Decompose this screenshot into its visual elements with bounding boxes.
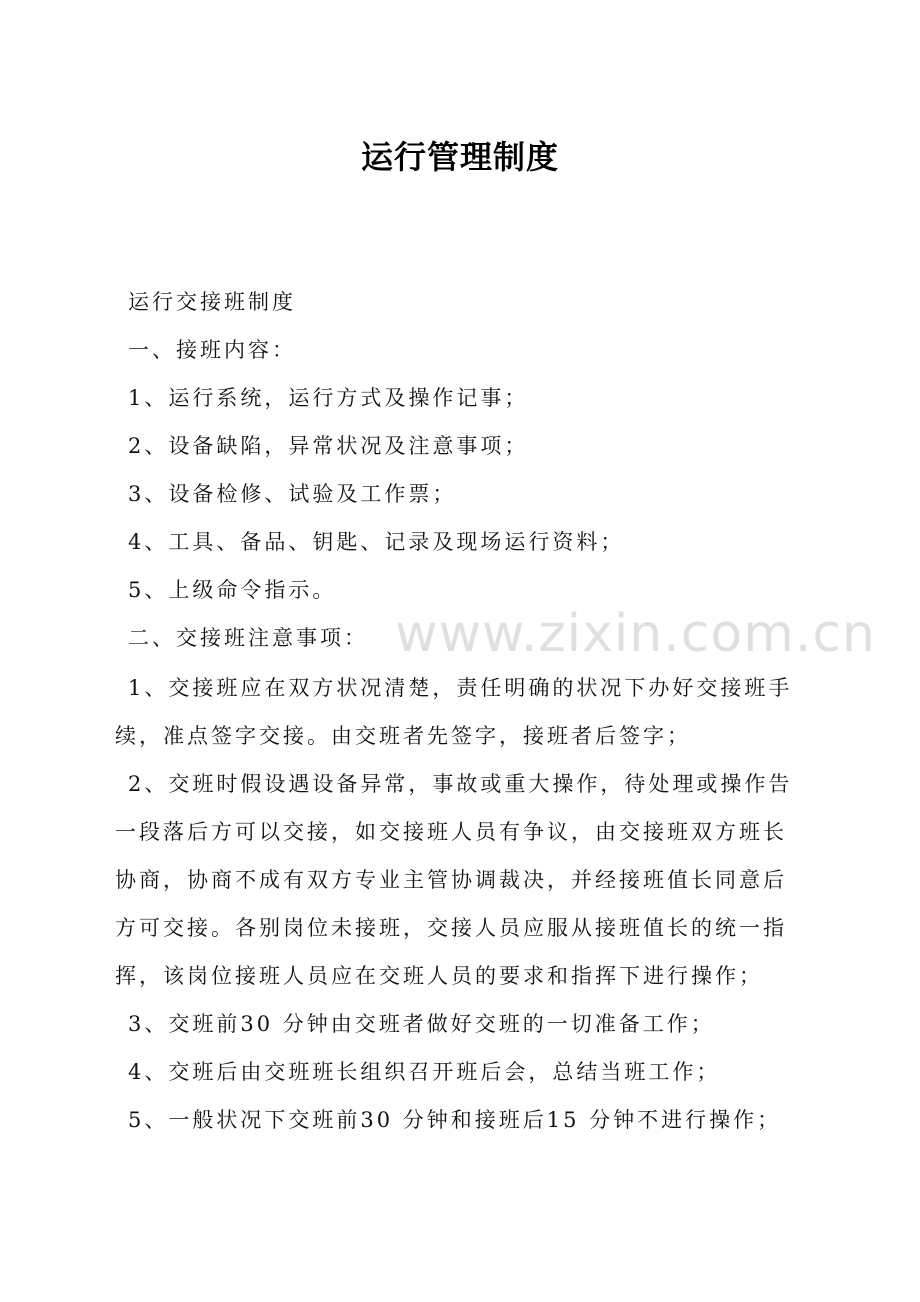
part2-heading: 二、交接班注意事项： <box>128 626 368 650</box>
part2-line-5: 协商，协商不成有双方专业主管协调裁决，并经接班值长同意后 <box>115 868 787 892</box>
part2-line-1: 1、交接班应在双方状况清楚，责任明确的状况下办好交接班手 <box>128 676 793 700</box>
part1-item-3: 3、设备检修、试验及工作票； <box>128 482 457 506</box>
part2-line-2: 续，准点签字交接。由交班者先签字，接班者后签字； <box>115 724 691 748</box>
part2-line-8: 3、交班前30 分钟由交班者做好交班的一切准备工作； <box>128 1012 715 1036</box>
part2-line-7: 挥，该岗位接班人员应在交班人员的要求和指挥下进行操作； <box>115 964 763 988</box>
part2-line-9: 4、交班后由交班班长组织召开班后会，总结当班工作； <box>128 1060 721 1084</box>
part1-item-2: 2、设备缺陷，异常状况及注意事项； <box>128 434 529 458</box>
watermark: www.zixin.com.cn <box>395 604 876 664</box>
part1-item-5: 5、上级命令指示。 <box>128 578 337 602</box>
part2-line-4: 一段落后方可以交接，如交接班人员有争议，由交接班双方班长 <box>115 820 787 844</box>
part2-line-10: 5、一般状况下交班前30 分钟和接班后15 分钟不进行操作； <box>128 1108 782 1132</box>
section-heading: 运行交接班制度 <box>128 290 296 314</box>
part1-item-4: 4、工具、备品、钥匙、记录及现场运行资料； <box>128 530 625 554</box>
part2-line-3: 2、交班时假设遇设备异常，事故或重大操作，待处理或操作告 <box>128 772 793 796</box>
document-title: 运行管理制度 <box>360 138 559 176</box>
part2-line-6: 方可交接。各别岗位未接班，交接人员应服从接班值长的统一指 <box>115 916 787 940</box>
part1-item-1: 1、运行系统，运行方式及操作记事； <box>128 386 529 410</box>
part1-heading: 一、接班内容： <box>128 338 296 362</box>
